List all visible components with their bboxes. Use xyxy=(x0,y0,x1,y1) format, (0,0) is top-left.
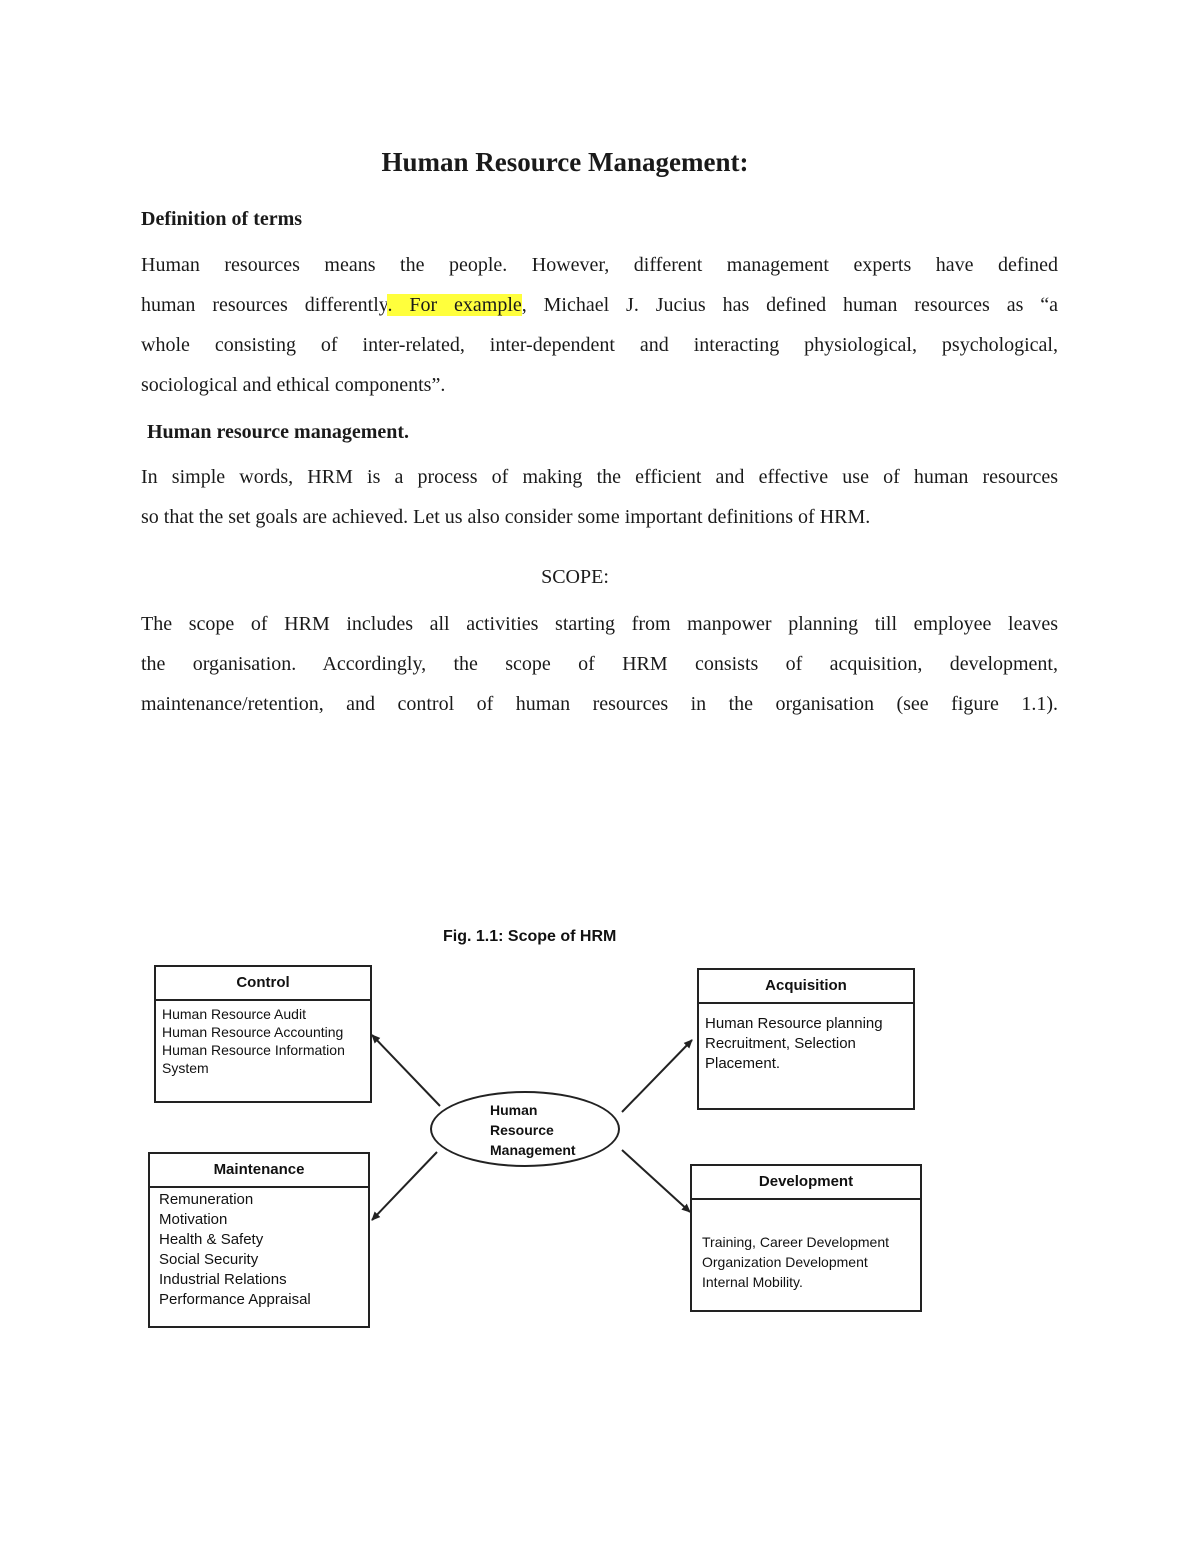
list-item: Training, Career Development xyxy=(702,1234,890,1250)
control-box xyxy=(154,965,372,1103)
list-item: Remuneration xyxy=(159,1191,254,1208)
figure-caption: Fig. 1.1: Scope of HRM xyxy=(443,928,617,945)
list-item: Organization Development xyxy=(702,1254,868,1270)
arrow-to-control xyxy=(372,1035,440,1106)
scope-heading: SCOPE: xyxy=(541,566,609,588)
maintenance-items xyxy=(150,1188,368,1310)
control-items xyxy=(156,1001,370,1077)
control-title: Control xyxy=(156,967,370,1001)
acquisition-title: Acquisition xyxy=(699,970,913,1004)
hrm-center-ellipse xyxy=(430,1091,620,1167)
hrm-heading: Human resource management. xyxy=(147,421,410,443)
development-title: Development xyxy=(692,1166,920,1200)
list-item: Social Security xyxy=(159,1251,259,1268)
list-item: Recruitment, Selection xyxy=(705,1035,856,1052)
center-label: Resource xyxy=(490,1122,554,1138)
paragraph-line: maintenance/retention, and control of human resources in the organisation (see figure 1.1). xyxy=(141,693,1058,715)
maintenance-title: Maintenance xyxy=(150,1154,368,1188)
paragraph-line: In simple words, HRM is a process of making the efficient and effective use of human resources xyxy=(141,466,1058,488)
page-title: Human Resource Management: xyxy=(381,147,749,177)
list-item: Placement. xyxy=(705,1055,781,1072)
list-item: Human Resource Audit xyxy=(162,1006,306,1022)
paragraph-line: Human resources means the people. However, different management experts have defined xyxy=(141,254,1058,276)
list-item: Internal Mobility. xyxy=(702,1274,803,1290)
center-label: Management xyxy=(490,1142,576,1158)
scope-paragraph xyxy=(141,604,1058,724)
list-item: Performance Appraisal xyxy=(159,1291,311,1308)
list-item: System xyxy=(162,1060,209,1076)
list-item: Industrial Relations xyxy=(159,1271,287,1288)
development-box xyxy=(690,1164,922,1312)
paragraph-line: the organisation. Accordingly, the scope of HRM consists of acquisition, development, xyxy=(141,653,1058,675)
paragraph-line: The scope of HRM includes all activities starting from manpower planning till employee leaves xyxy=(141,613,1058,635)
list-item: Human Resource planning xyxy=(705,1015,883,1032)
arrow-to-acquisition xyxy=(622,1040,692,1112)
paragraph-line: whole consisting of inter-related, inter-dependent and interacting physiological, psychological, xyxy=(141,334,1058,356)
paragraph-line: human resources differently. For example, Michael J. Jucius has defined human resources as “a xyxy=(141,294,1059,316)
arrow-to-maintenance xyxy=(372,1152,437,1220)
definition-paragraph xyxy=(141,245,1058,405)
highlighted-text: . For example xyxy=(387,294,522,316)
list-item: Motivation xyxy=(159,1211,228,1228)
acquisition-items xyxy=(699,1004,913,1074)
paragraph-line: sociological and ethical components”. xyxy=(141,374,446,396)
hrm-paragraph xyxy=(141,457,1058,537)
acquisition-box xyxy=(697,968,915,1110)
arrow-to-development xyxy=(622,1150,690,1212)
definition-of-terms-heading: Definition of terms xyxy=(141,208,303,230)
maintenance-box xyxy=(148,1152,370,1328)
list-item: Human Resource Information xyxy=(162,1042,345,1058)
list-item: Human Resource Accounting xyxy=(162,1024,344,1040)
center-label: Human xyxy=(490,1102,538,1118)
list-item: Health & Safety xyxy=(159,1231,264,1248)
paragraph-line: so that the set goals are achieved. Let us also consider some important definitions of HRM. xyxy=(141,506,871,528)
development-items xyxy=(692,1200,920,1292)
